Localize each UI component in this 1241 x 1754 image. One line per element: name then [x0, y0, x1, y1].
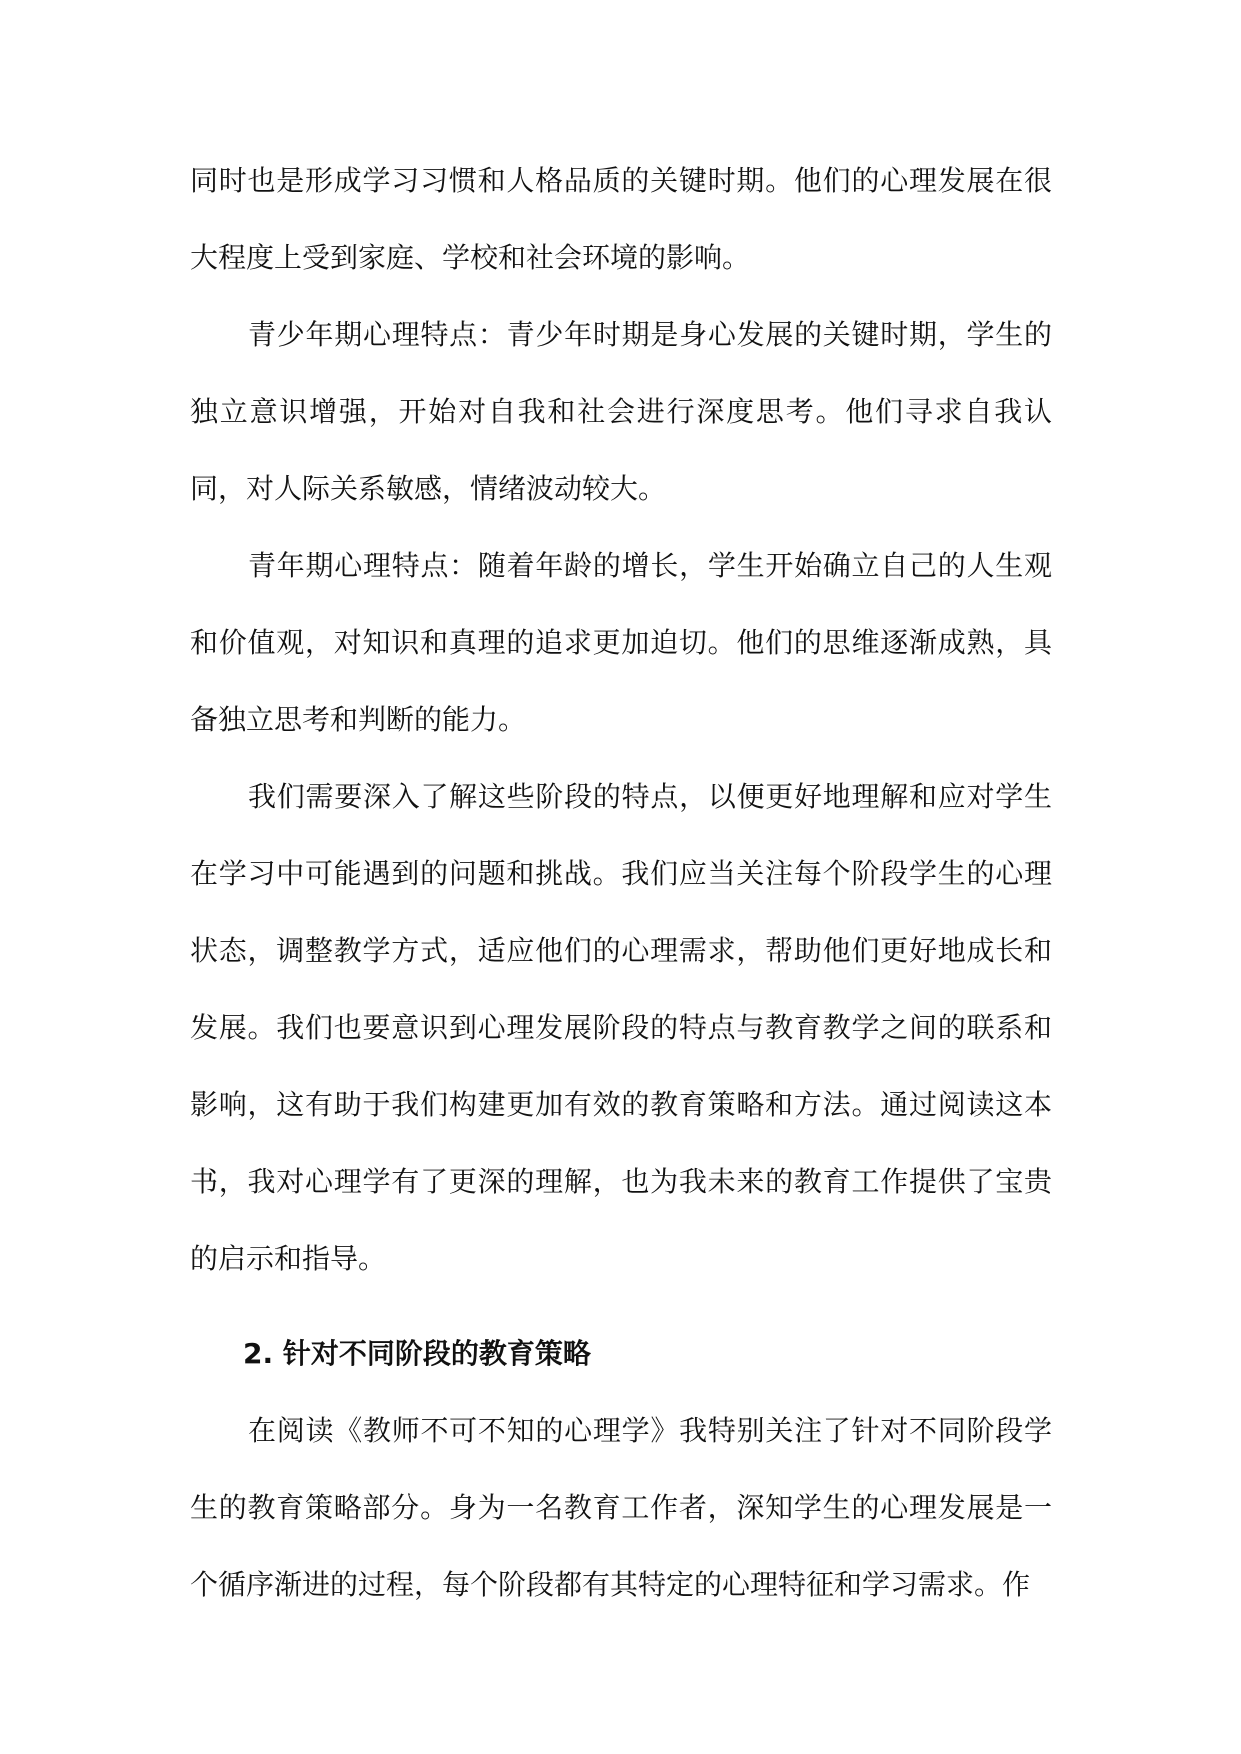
paragraph-continuation: 同时也是形成学习习惯和人格品质的关键时期。他们的心理发展在很大程度上受到家庭、学校和社会环境的影响。 — [190, 164, 1052, 274]
section-heading: 2. 针对不同阶段的教育策略 — [243, 1337, 591, 1370]
document-body — [190, 142, 1052, 1623]
paragraph-youth: 青年期心理特点：随着年龄的增长，学生开始确立自己的人生观和价值观，对知识和真理的追求更加迫切。他们的思维逐渐成熟，具备独立思考和判断的能力。 — [190, 549, 1052, 736]
paragraph-strategy: 在阅读《教师不可不知的心理学》我特别关注了针对不同阶段学生的教育策略部分。身为一名教育工作者，深知学生的心理发展是一个循序渐进的过程，每个阶段都有其特定的心理特征和学习需求。作 — [190, 1414, 1052, 1601]
paragraph-adolescence: 青少年期心理特点：青少年时期是身心发展的关键时期，学生的独立意识增强，开始对自我和社会进行深度思考。他们寻求自我认同，对人际关系敏感，情绪波动较大。 — [190, 318, 1052, 505]
paragraph-understanding: 我们需要深入了解这些阶段的特点，以便更好地理解和应对学生在学习中可能遇到的问题和挑战。我们应当关注每个阶段学生的心理状态，调整教学方式，适应他们的心理需求，帮助他们更好地成长和发展。我们也要意识到心理发展阶段的特点与教育教学之间的联系和影响，这有助于我们构建更加有效的教育策略和方法。通过阅读这本书，我对心理学有了更深的理解，也为我未来的教育工作提供了宝贵的启示和指导。 — [190, 780, 1052, 1275]
